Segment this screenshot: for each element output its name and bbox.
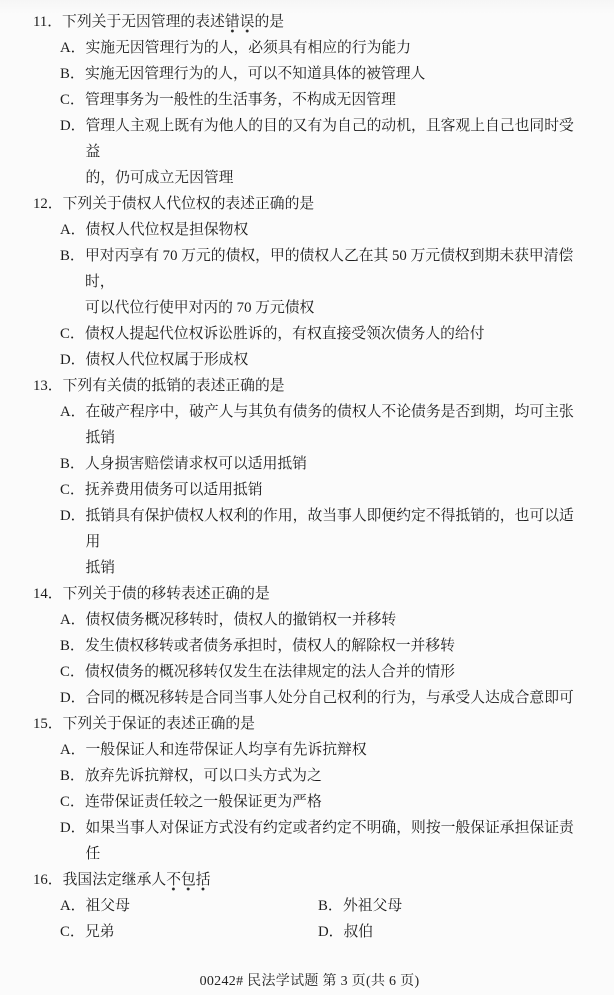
option-label: B． bbox=[60, 768, 85, 784]
option-label: D． bbox=[60, 690, 86, 706]
option-label: D． bbox=[60, 118, 86, 134]
option-row bbox=[60, 633, 586, 659]
option-row bbox=[60, 737, 586, 763]
option-row bbox=[60, 451, 586, 477]
option-label: B． bbox=[60, 66, 85, 82]
option-label: C． bbox=[60, 92, 85, 108]
stem-emphasis: 不包括 bbox=[166, 872, 210, 892]
option-text: 债权人提起代位权诉讼胜诉的，有权直接受领次债务人的给付 bbox=[85, 326, 485, 342]
option-text: 抚养费用债务可以适用抵销 bbox=[85, 482, 263, 498]
option-label: C． bbox=[60, 924, 85, 940]
option-row bbox=[60, 815, 586, 867]
option-text: 如果当事人对保证方式没有约定或者约定不明确，则按一般保证承担保证责任 bbox=[85, 820, 574, 862]
option-row bbox=[318, 893, 586, 919]
option-text: 债权债务的概况移转仅发生在法律规定的法人合并的情形 bbox=[85, 664, 455, 680]
question-stem: 下列关于无因管理的表述错误的是 bbox=[62, 9, 586, 35]
option-label: A． bbox=[60, 742, 86, 758]
option-text: 发生债权移转或者债务承担时，债权人的解除权一并移转 bbox=[85, 638, 455, 654]
option-text: 在破产程序中，破产人与其负有债务的债权人不论债务是否到期，均可主张抵销 bbox=[85, 404, 574, 446]
option-row bbox=[60, 893, 318, 919]
option-row bbox=[60, 763, 586, 789]
stem-emphasis: 错误 bbox=[225, 14, 255, 34]
option-label: C． bbox=[60, 664, 85, 680]
option-text: 实施无因管理行为的人，可以不知道具体的被管理人 bbox=[85, 66, 426, 82]
option-label: C． bbox=[60, 326, 85, 342]
question-11 bbox=[33, 9, 586, 191]
question-number: 14． bbox=[33, 586, 63, 602]
option-label: B． bbox=[60, 248, 85, 264]
option-text: 放弃先诉抗辩权，可以口头方式为之 bbox=[85, 768, 322, 784]
option-text: 一般保证人和连带保证人均享有先诉抗辩权 bbox=[85, 742, 367, 758]
option-row bbox=[60, 659, 586, 685]
option-text: 管理人主观上既有为他人的目的又有为自己的动机，且客观上自己也同时受益 的，仍可成立无因管理 bbox=[85, 118, 574, 186]
option-row bbox=[60, 87, 586, 113]
option-text: 连带保证责任较之一般保证更为严格 bbox=[85, 794, 322, 810]
question-number: 12． bbox=[33, 196, 63, 212]
option-row bbox=[60, 399, 586, 451]
option-row bbox=[60, 217, 586, 243]
option-row bbox=[60, 113, 586, 191]
option-row bbox=[60, 61, 586, 87]
option-row bbox=[60, 607, 586, 633]
question-12 bbox=[33, 191, 586, 373]
option-row bbox=[318, 919, 586, 945]
option-text: 债权人代位权属于形成权 bbox=[85, 352, 249, 368]
option-label: C． bbox=[60, 482, 85, 498]
option-label: D． bbox=[60, 508, 86, 524]
option-text: 甲对丙享有 70 万元的债权，甲的债权人乙在其 50 万元债权到期未获甲清偿时， 可以代位行使甲对丙的 70 万元债权 bbox=[85, 248, 574, 316]
option-text: 叔伯 bbox=[343, 924, 374, 940]
option-label: B． bbox=[60, 456, 85, 472]
option-row bbox=[60, 919, 318, 945]
option-text: 外祖父母 bbox=[343, 898, 403, 914]
option-text: 祖父母 bbox=[85, 898, 130, 914]
option-row bbox=[60, 243, 586, 321]
option-label: C． bbox=[60, 794, 85, 810]
option-text: 合同的概况移转是合同当事人处分自己权利的行为，与承受人达成合意即可 bbox=[85, 690, 574, 706]
question-14 bbox=[33, 581, 586, 711]
option-grid bbox=[60, 893, 586, 945]
option-text: 管理事务为一般性的生活事务，不构成无因管理 bbox=[85, 92, 396, 108]
option-row bbox=[60, 503, 586, 581]
question-stem: 我国法定继承人不包括 bbox=[63, 867, 586, 893]
option-text: 兄弟 bbox=[85, 924, 115, 940]
question-15 bbox=[33, 711, 586, 867]
option-label: A． bbox=[60, 404, 86, 420]
question-number: 16． bbox=[33, 872, 63, 888]
option-row bbox=[60, 789, 586, 815]
option-label: B． bbox=[60, 638, 85, 654]
question-stem: 下列关于债权人代位权的表述正确的是 bbox=[62, 196, 315, 212]
question-number: 15． bbox=[33, 716, 63, 732]
question-number: 11． bbox=[33, 14, 63, 30]
question-stem: 下列关于保证的表述正确的是 bbox=[62, 716, 255, 732]
option-label: A． bbox=[60, 898, 86, 914]
option-text: 债权债务概况移转时，债权人的撤销权一并移转 bbox=[85, 612, 397, 628]
option-label: D． bbox=[60, 352, 86, 368]
option-row bbox=[60, 35, 586, 61]
option-label: B． bbox=[318, 898, 343, 914]
option-label: D． bbox=[60, 820, 86, 836]
option-text: 人身损害赔偿请求权可以适用抵销 bbox=[85, 456, 307, 472]
option-row bbox=[60, 477, 586, 503]
question-13 bbox=[33, 373, 586, 581]
question-16 bbox=[33, 867, 586, 945]
option-label: D． bbox=[318, 924, 344, 940]
page-footer: 00242# 民法学试题 第 3 页(共 6 页) bbox=[199, 974, 420, 989]
question-number: 13． bbox=[33, 378, 63, 394]
question-stem: 下列关于债的移转表述正确的是 bbox=[62, 586, 270, 602]
option-text: 实施无因管理行为的人，必须具有相应的行为能力 bbox=[85, 40, 412, 56]
option-text: 债权人代位权是担保物权 bbox=[85, 222, 249, 238]
question-stem: 下列有关债的抵销的表述正确的是 bbox=[62, 378, 285, 394]
option-label: A． bbox=[60, 222, 86, 238]
option-row bbox=[60, 347, 586, 373]
option-label: A． bbox=[60, 40, 86, 56]
option-label: A． bbox=[60, 612, 86, 628]
option-row bbox=[60, 685, 586, 711]
option-text: 抵销具有保护债权人权利的作用，故当事人即便约定不得抵销的，也可以适用 抵销 bbox=[85, 508, 574, 576]
option-row bbox=[60, 321, 586, 347]
